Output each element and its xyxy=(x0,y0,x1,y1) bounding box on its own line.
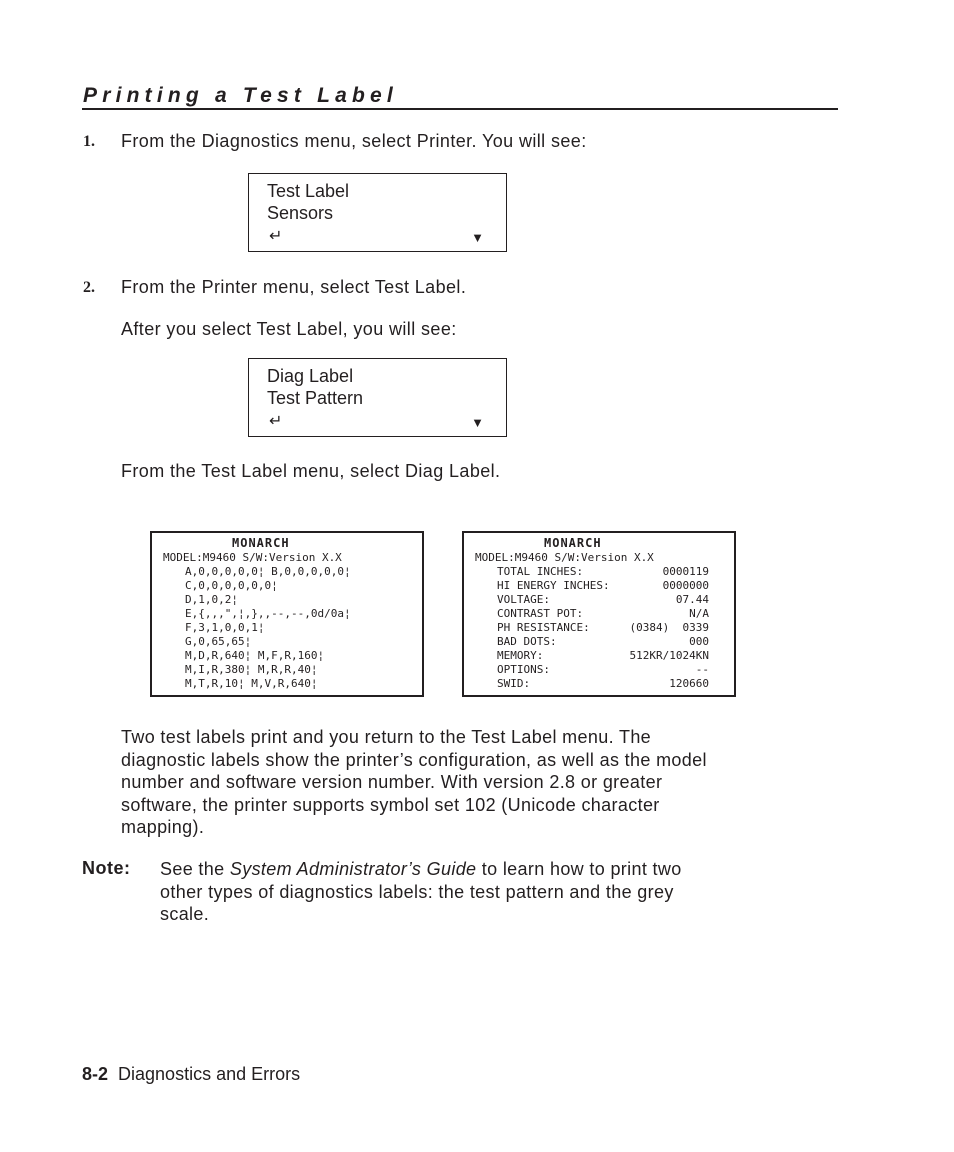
label-row-key: TOTAL INCHES: xyxy=(497,565,584,578)
heading-rule xyxy=(82,108,838,110)
step-1-number: 1. xyxy=(83,133,95,150)
step-2-text: From the Printer menu, select Test Label. xyxy=(121,277,467,297)
label-line: M,I,R,380¦ M,R,R,40¦ xyxy=(185,663,318,676)
page-footer xyxy=(82,1064,300,1085)
label-line: M,D,R,640¦ M,F,R,160¦ xyxy=(185,649,325,662)
label-row-value: -- xyxy=(695,663,709,676)
label-line: E,{,,,",¦,},,--,--,0d/0a¦ xyxy=(185,607,351,620)
label-row-key: HI ENERGY INCHES: xyxy=(497,579,610,592)
label-row-key: VOLTAGE: xyxy=(497,593,550,606)
label-row-key: OPTIONS: xyxy=(497,663,550,676)
result-paragraph xyxy=(121,726,707,839)
lcd-line-1: Test Label xyxy=(267,181,350,201)
label-row-value: 120660 xyxy=(669,677,709,690)
label-line: MODEL:M9460 S/W:Version X.X xyxy=(163,551,342,564)
enter-icon: ↵ xyxy=(269,413,283,430)
label-line: D,1,0,2¦ xyxy=(185,593,238,606)
label-row-value: (0384) 0339 xyxy=(629,621,709,634)
label-line: A,0,0,0,0,0¦ B,0,0,0,0,0¦ xyxy=(185,565,351,578)
from-test-label-text: From the Test Label menu, select Diag Label. xyxy=(121,461,501,481)
label-row-value: 07.44 xyxy=(675,593,709,606)
down-arrow-icon: ▼ xyxy=(471,230,484,245)
lcd-display-printer-menu xyxy=(248,173,507,252)
label-line: F,3,1,0,0,1¦ xyxy=(185,621,265,634)
note-line-1 xyxy=(160,858,682,881)
note-line-2: other types of diagnostics labels: the test pattern and the grey xyxy=(160,881,674,902)
lcd-line-2: Sensors xyxy=(267,203,334,223)
enter-icon: ↵ xyxy=(269,228,283,245)
paragraph-line: diagnostic labels show the printer’s configuration, as well as the model xyxy=(121,749,707,770)
page-number: 8-2 xyxy=(82,1064,109,1084)
note-text xyxy=(160,858,682,926)
label-brand: MONARCH xyxy=(544,536,602,550)
diag-label-right xyxy=(462,531,736,697)
after-select-text: After you select Test Label, you will see: xyxy=(121,319,457,339)
note-line-3: scale. xyxy=(160,904,210,924)
paragraph-line: mapping). xyxy=(121,817,205,837)
label-row-value: N/A xyxy=(689,607,709,620)
label-row-value: 512KR/1024KN xyxy=(629,649,709,662)
down-arrow-icon: ▼ xyxy=(471,415,484,430)
footer-title: Diagnostics and Errors xyxy=(118,1064,301,1084)
label-row-key: SWID: xyxy=(497,677,531,690)
label-row-key: CONTRAST POT: xyxy=(497,607,584,620)
label-line: G,0,65,65¦ xyxy=(185,635,252,648)
label-row-key: BAD DOTS: xyxy=(497,635,557,648)
lcd-line-1: Diag Label xyxy=(267,366,354,386)
label-row-key: MEMORY: xyxy=(497,649,544,662)
label-row-key: PH RESISTANCE: xyxy=(497,621,590,634)
step-2-number: 2. xyxy=(83,279,95,296)
label-row-value: 0000119 xyxy=(662,565,709,578)
paragraph-line: Two test labels print and you return to the Test Label menu. The xyxy=(121,727,652,747)
note-text-before: See the xyxy=(160,859,230,879)
note-label: Note: xyxy=(82,858,131,878)
note-text-after: to learn how to print two xyxy=(476,859,682,879)
page-heading: Printing a Test Label xyxy=(83,84,398,107)
label-row-value: 0000000 xyxy=(662,579,709,592)
label-line: C,0,0,0,0,0,0¦ xyxy=(185,579,278,592)
lcd-line-2: Test Pattern xyxy=(267,388,364,408)
label-brand: MONARCH xyxy=(232,536,290,550)
label-row-value: 000 xyxy=(689,635,709,648)
paragraph-line: software, the printer supports symbol set 102 (Unicode character xyxy=(121,794,660,815)
step-1-text: From the Diagnostics menu, select Printer. You will see: xyxy=(121,131,587,151)
guide-title: System Administrator’s Guide xyxy=(229,859,477,879)
label-model-line: MODEL:M9460 S/W:Version X.X xyxy=(475,551,654,564)
diag-label-left xyxy=(150,531,424,697)
label-line: M,T,R,10¦ M,V,R,640¦ xyxy=(185,677,318,690)
paragraph-line: number and software version number. With version 2.8 or greater xyxy=(121,772,663,792)
lcd-display-test-label-menu xyxy=(248,358,507,437)
